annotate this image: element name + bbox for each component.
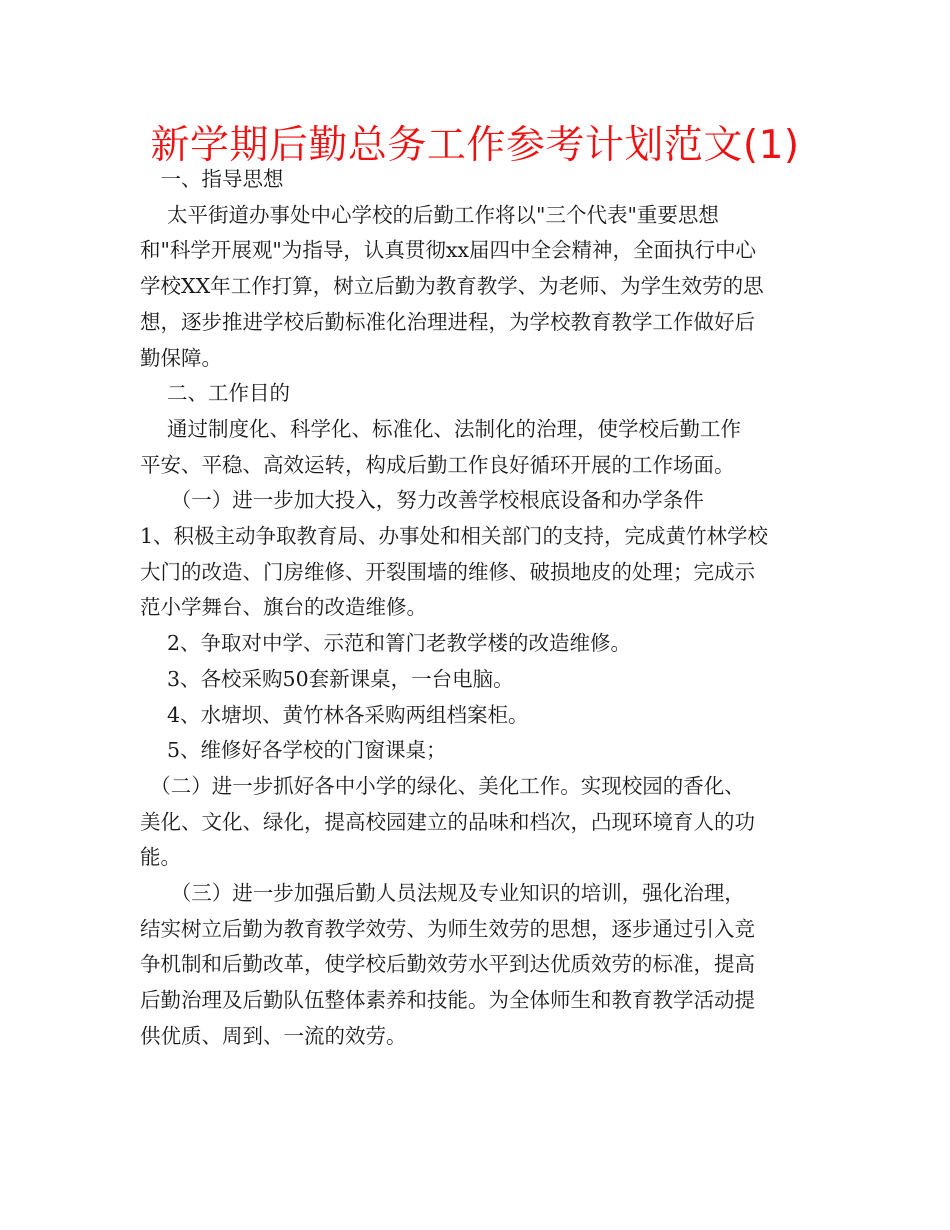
paragraph <box>140 769 830 876</box>
paragraph <box>140 626 830 662</box>
paragraph <box>140 733 830 769</box>
text-line: 美化、文化、绿化，提高校园建立的品味和档次，凸现环境育人的功 <box>140 809 755 834</box>
document-body <box>140 162 830 1055</box>
text-line: 争机制和后勤改革，使学校后勤效劳水平到达优质效劳的标准，提高 <box>140 952 755 977</box>
text-line: 二、工作目的 <box>140 381 291 406</box>
paragraph <box>140 483 830 626</box>
text-line: 勤保障。 <box>140 345 222 370</box>
text-line: 平安、平稳、高效运转，构成后勤工作良好循环开展的工作场面。 <box>140 452 735 477</box>
text-line: 2、争取对中学、示范和箐门老教学楼的改造维修。 <box>140 631 632 656</box>
text-line: （三）进一步加强后勤人员法规及专业知识的培训，强化治理， <box>140 881 745 906</box>
paragraph <box>140 876 830 1055</box>
text-line: 大门的改造、门房维修、开裂围墙的维修、破损地皮的处理；完成示 <box>140 559 755 584</box>
document-title: 新学期后勤总务工作参考计划范文(1) <box>150 123 800 168</box>
text-line: 太平街道办事处中心学校的后勤工作将以"三个代表"重要思想 <box>140 202 719 227</box>
paragraph <box>140 698 830 734</box>
text-line: 一、指导思想 <box>140 167 284 191</box>
paragraph <box>140 376 830 412</box>
text-line: 范小学舞台、旗台的改造维修。 <box>140 595 427 620</box>
text-line: 3、各校采购50套新课桌，一台电脑。 <box>140 666 514 691</box>
text-line: （二）进一步抓好各中小学的绿化、美化工作。实现校园的香化、 <box>140 773 745 798</box>
text-line: （一）进一步加大投入，努力改善学校根底设备和办学条件 <box>140 488 704 513</box>
text-line: 和"科学开展观"为指导，认真贯彻xx届四中全会精神，全面执行中心 <box>140 238 756 263</box>
text-line: 想，逐步推进学校后勤标准化治理进程，为学校教育教学工作做好后 <box>140 309 755 334</box>
text-line: 通过制度化、科学化、标准化、法制化的治理，使学校后勤工作 <box>140 416 742 441</box>
text-line: 1、积极主动争取教育局、办事处和相关部门的支持，完成黄竹林学校 <box>140 524 769 549</box>
paragraph <box>140 412 830 483</box>
text-line: 后勤治理及后勤队伍整体素养和技能。为全体师生和教育教学活动提 <box>140 988 755 1013</box>
text-line: 4、水塘坝、黄竹林各采购两组档案柜。 <box>140 702 529 727</box>
text-line: 供优质、周到、一流的效劳。 <box>140 1023 407 1048</box>
paragraph <box>140 662 830 698</box>
text-line: 学校XX年工作打算，树立后勤为教育教学、为老师、为学生效劳的思 <box>140 274 764 299</box>
text-line: 结实树立后勤为教育教学效劳、为师生效劳的思想，逐步通过引入竞 <box>140 916 755 941</box>
text-line: 能。 <box>140 845 181 870</box>
paragraph <box>140 198 830 377</box>
paragraph <box>140 162 830 198</box>
text-line: 5、维修好各学校的门窗课桌； <box>140 738 447 763</box>
